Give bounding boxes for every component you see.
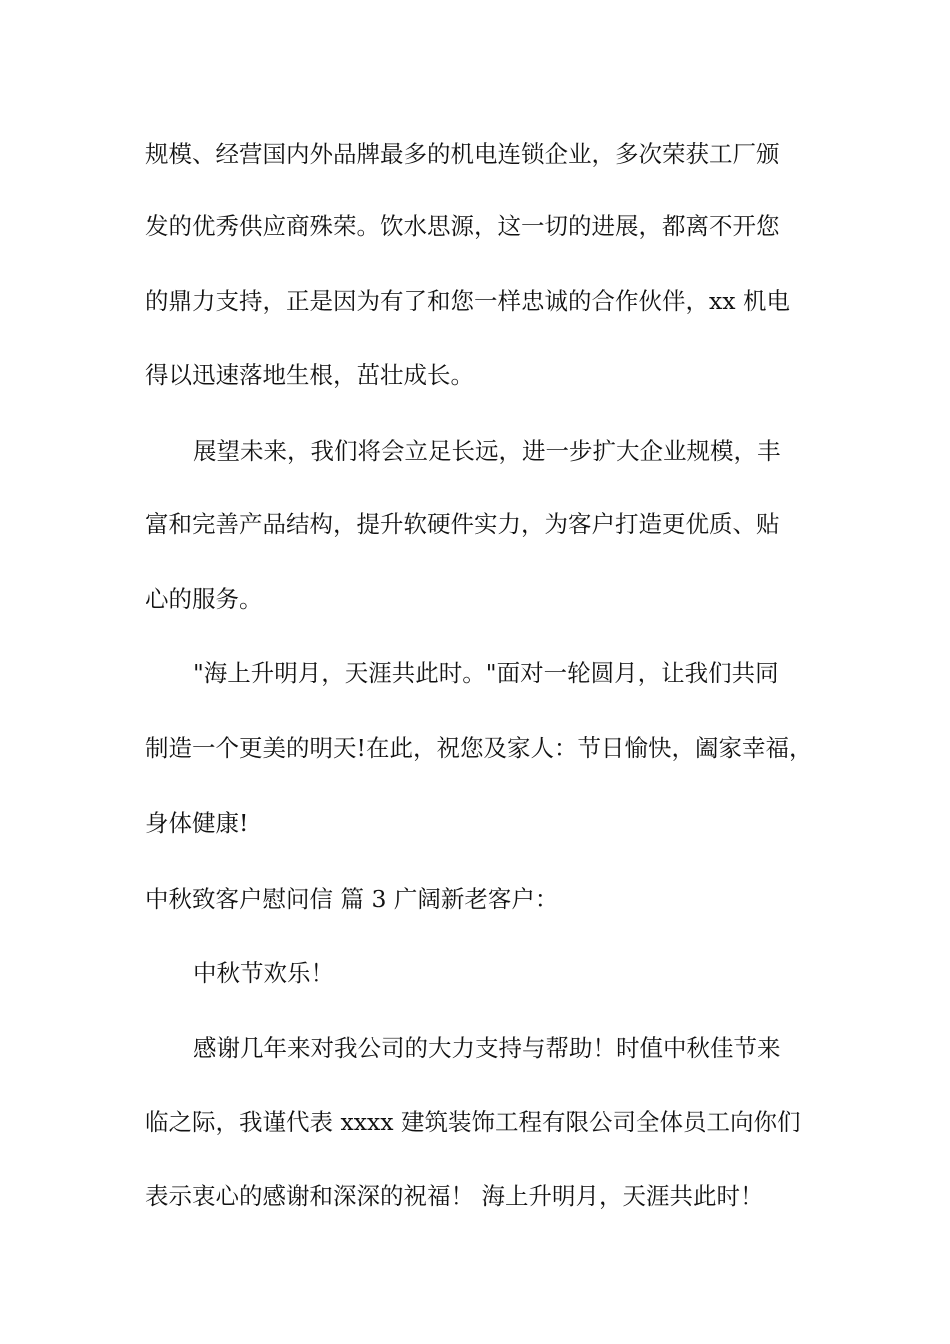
paragraph-line: 规模、经营国内外品牌最多的机电连锁企业，多次荣获工厂颁	[145, 140, 780, 168]
paragraph-line: 得以迅速落地生根，茁壮成长。	[145, 361, 474, 389]
section-heading: 中秋致客户慰问信 篇 3 广阔新老客户：	[145, 885, 559, 913]
paragraph-line: 展望未来，我们将会立足长远，进一步扩大企业规模，丰	[193, 437, 781, 465]
paragraph-line: 感谢几年来对我公司的大力支持与帮助！时值中秋佳节来	[193, 1034, 781, 1062]
paragraph-line: 表示衷心的感谢和深深的祝福！ 海上升明月，天涯共此时！	[145, 1182, 764, 1210]
paragraph-line: 临之际，我谨代表 xxxx 建筑装饰工程有限公司全体员工向你们	[145, 1108, 801, 1136]
paragraph-line: 富和完善产品结构，提升软硬件实力，为客户打造更优质、贴	[145, 510, 780, 538]
paragraph-line: "海上升明月，天涯共此时。"面对一轮圆月，让我们共同	[193, 659, 779, 687]
paragraph-line: 身体健康!	[145, 809, 249, 837]
paragraph-line: 心的服务。	[145, 585, 263, 613]
paragraph-line: 发的优秀供应商殊荣。饮水思源，这一切的进展，都离不开您	[145, 212, 780, 240]
greeting-line: 中秋节欢乐！	[193, 959, 334, 987]
paragraph-line: 的鼎力支持，正是因为有了和您一样忠诚的合作伙伴，xx 机电	[145, 287, 790, 315]
paragraph-line: 制造一个更美的明天!在此，祝您及家人：节日愉快，阖家幸福，	[145, 734, 813, 762]
